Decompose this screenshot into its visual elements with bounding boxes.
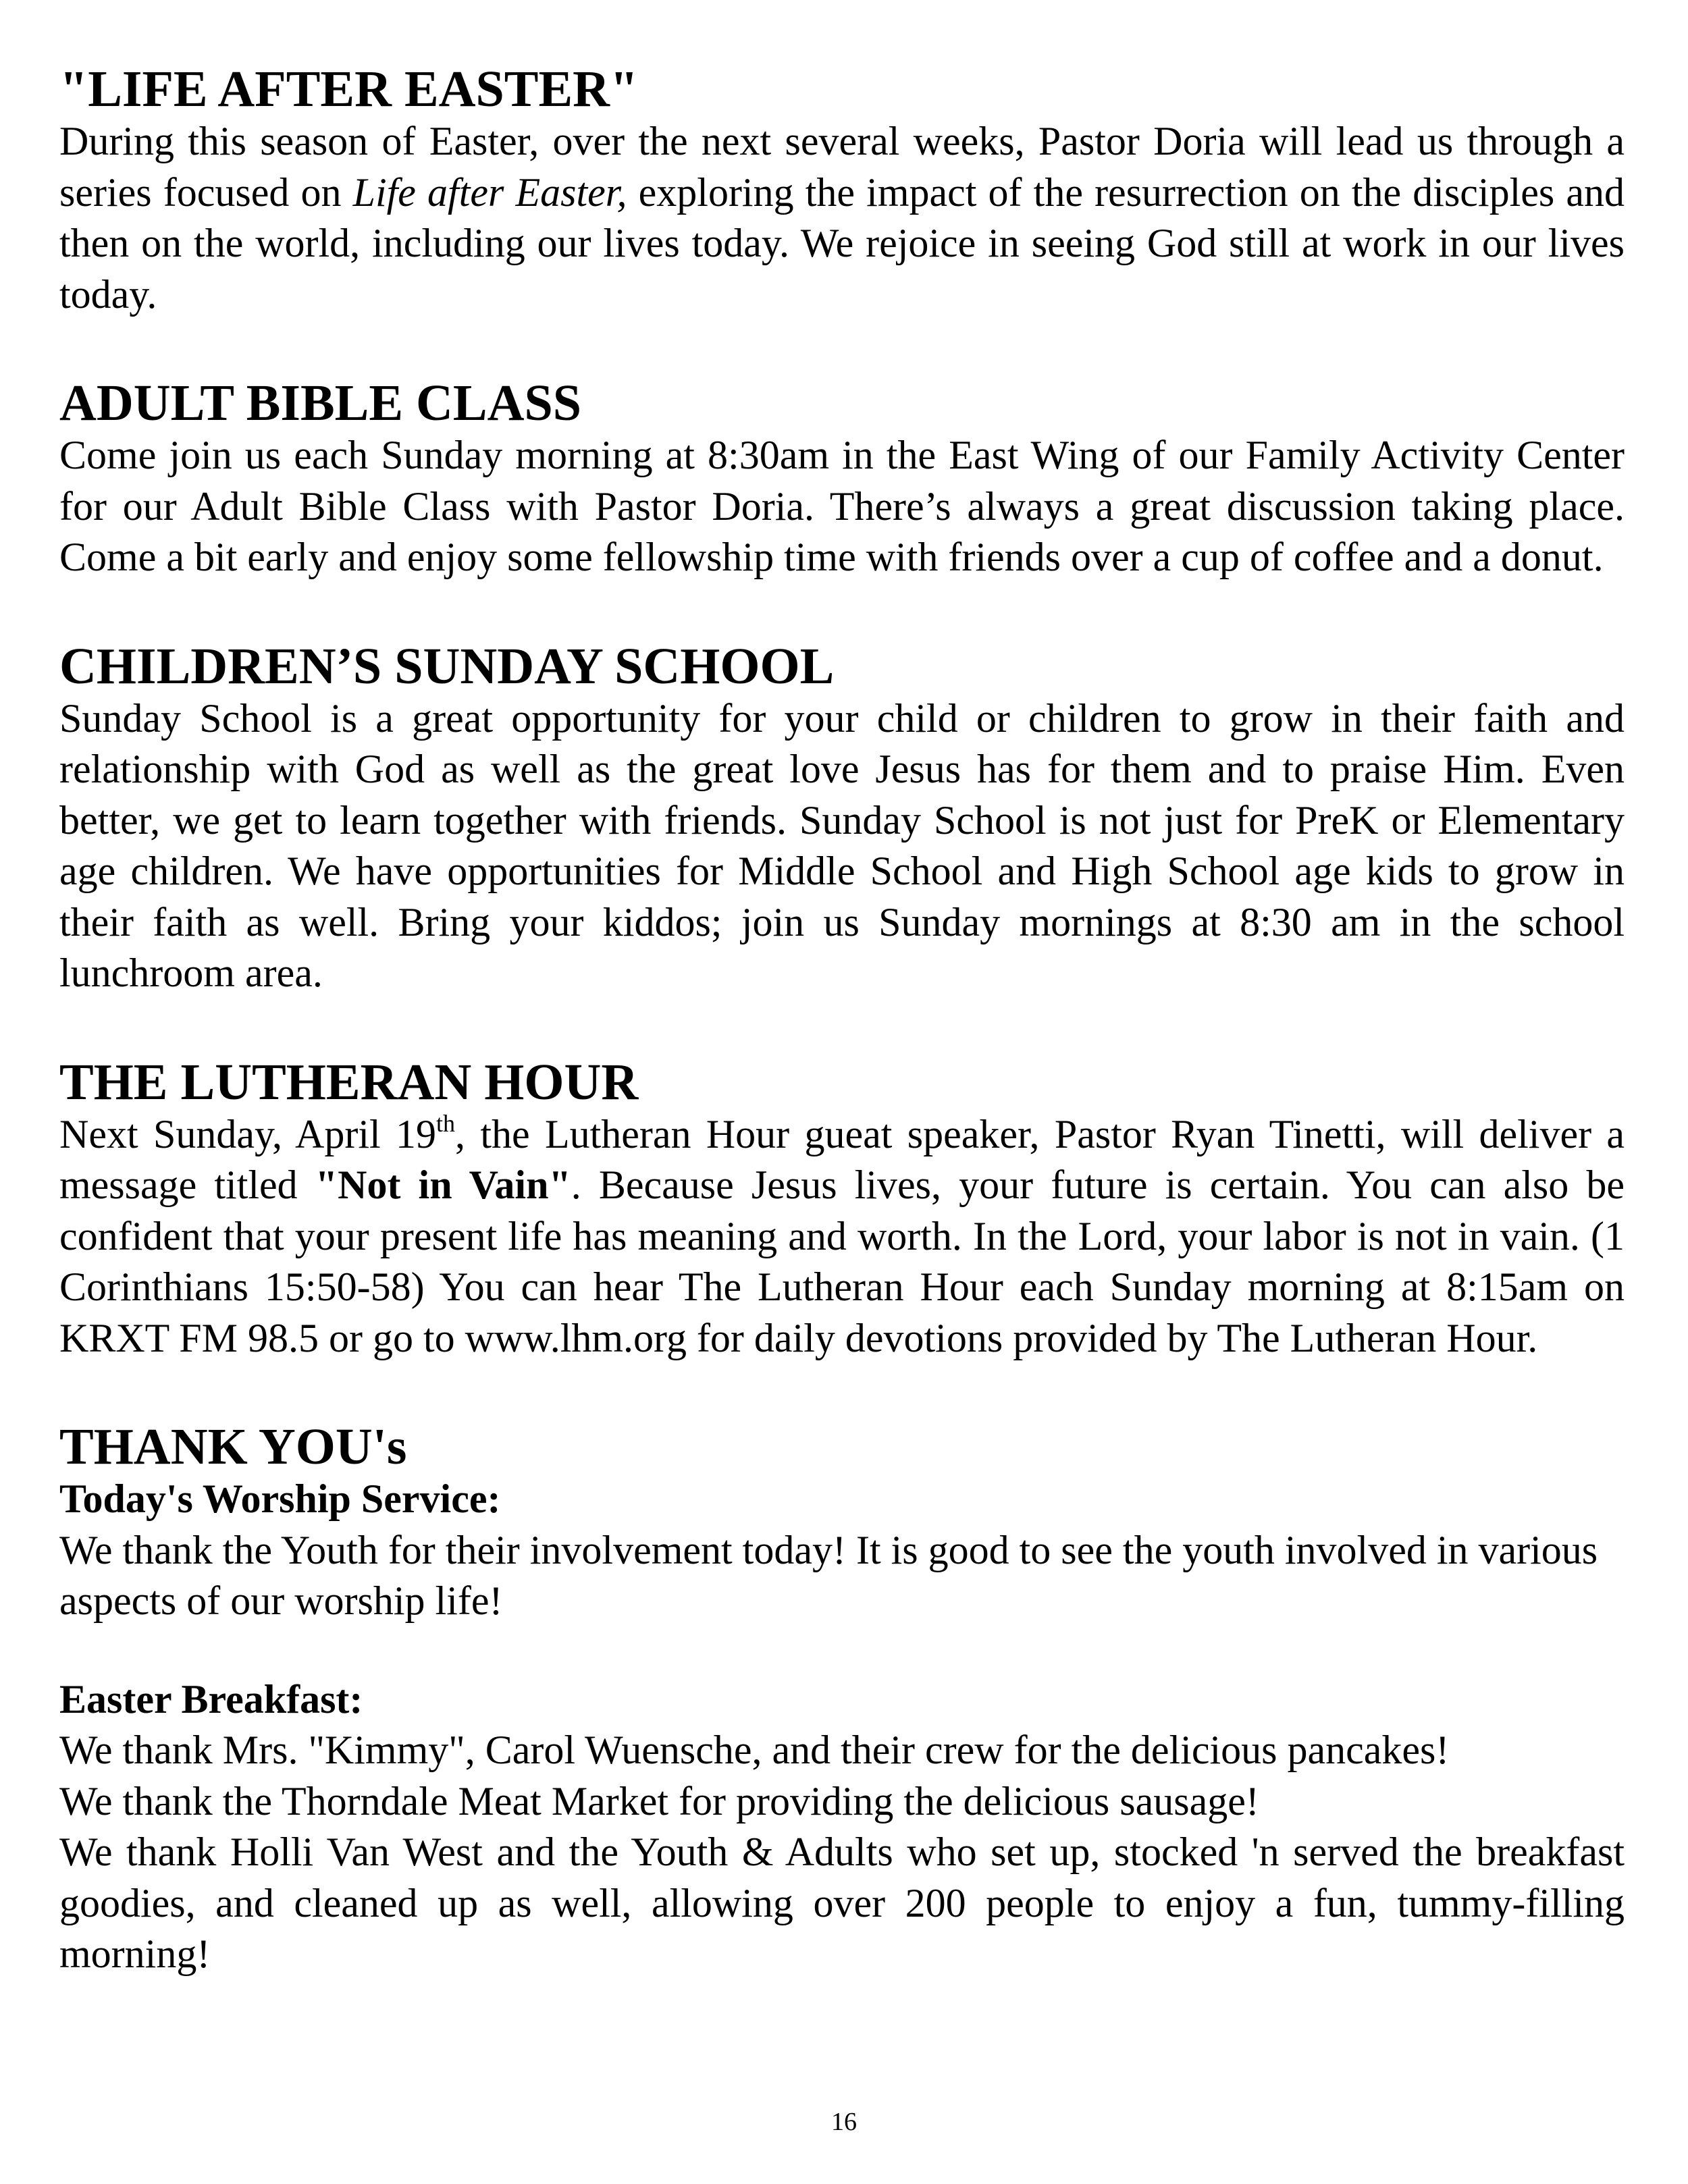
section-title: CHILDREN’S SUNDAY SCHOOL: [59, 637, 835, 695]
section-lutheran-hour: [59, 1055, 1625, 1364]
message-title: "Not in Vain": [315, 1163, 571, 1207]
section-childrens-sunday-school: [59, 639, 1625, 999]
easter-breakfast-line: We thank Mrs. "Kimmy", Carol Wuensche, and their crew for the delicious pancakes!: [59, 1728, 1450, 1772]
worship-service-label: Today's Worship Service:: [59, 1476, 501, 1521]
section-title: ADULT BIBLE CLASS: [59, 375, 582, 431]
body-text: exploring the impact of the resurrection on the disciples and then on the world, including our lives today. We rejoice in seeing God still at work in our lives today.: [59, 169, 1625, 317]
section-life-after-easter: [59, 62, 1625, 320]
section-body: Sunday School is a great opportunity for your child or children to grow in their faith and relationship with God as well as the great love Jesus has for them and to praise Him. Even better, we get to learn together with friends. Sunday School is not just for PreK or Elementary age children. We have opportunities for Middle School and High School age kids to grow in their faith as well. Bring your kiddos; join us Sunday mornings at 8:30 am in the school lunchroom area.: [59, 695, 1625, 995]
body-text: Next Sunday, April 19: [59, 1111, 437, 1156]
section-title: THE LUTHERAN HOUR: [59, 1053, 639, 1111]
section-title: "LIFE AFTER EASTER": [59, 61, 639, 117]
body-text: . Because Jesus lives, your future is certain. You can also be confident that your present life has meaning and worth. In the Lord, your labor is not in vain. (1 Corinthians 15:50-58) You can hear The Lutheran Hour each Sunday morning at 8:15am on KRXT FM 98.5 or go to www.lhm.org for daily devotions provided by The Lutheran Hour.: [59, 1163, 1625, 1360]
body-text: , the Lutheran Hour gueat speaker, Pastor Ryan Tinetti, will deliver a message titled: [59, 1111, 1625, 1207]
easter-breakfast-line: We thank Holli Van West and the Youth & Adults who set up, stocked 'n served the breakfast goodies, and cleaned up as well, allowing over 200 people to enjoy a fun, tummy-filling morning!: [59, 1830, 1625, 1976]
section-body: [59, 116, 1625, 320]
section-adult-bible-class: [59, 376, 1625, 583]
newsletter-page: [59, 62, 1625, 1980]
easter-breakfast-label: Easter Breakfast:: [59, 1676, 363, 1722]
section-title: THANK YOU's: [59, 1418, 407, 1475]
section-body: Come join us each Sunday morning at 8:30am in the East Wing of our Family Activity Center for our Adult Bible Class with Pastor Doria. There’s always a great discussion taking place. Come a bit early and enjoy some fellowship time with friends over a cup of coffee and a donut.: [59, 433, 1625, 579]
section-body: [59, 1109, 1625, 1364]
series-title: Life after Easter,: [352, 169, 627, 215]
body-text: During this season of Easter, over the next several weeks, Pastor Doria will lead us through a series focused on: [59, 119, 1625, 215]
page-number: 16: [831, 2108, 857, 2136]
worship-service-body: We thank the Youth for their involvement today! It is good to see the youth involved in various aspects of our worship life!: [59, 1527, 1598, 1623]
ordinal-suffix: th: [436, 1109, 456, 1137]
easter-breakfast-line: We thank the Thorndale Meat Market for providing the delicious sausage!: [59, 1778, 1259, 1823]
section-thank-yous: [59, 1420, 1625, 1980]
